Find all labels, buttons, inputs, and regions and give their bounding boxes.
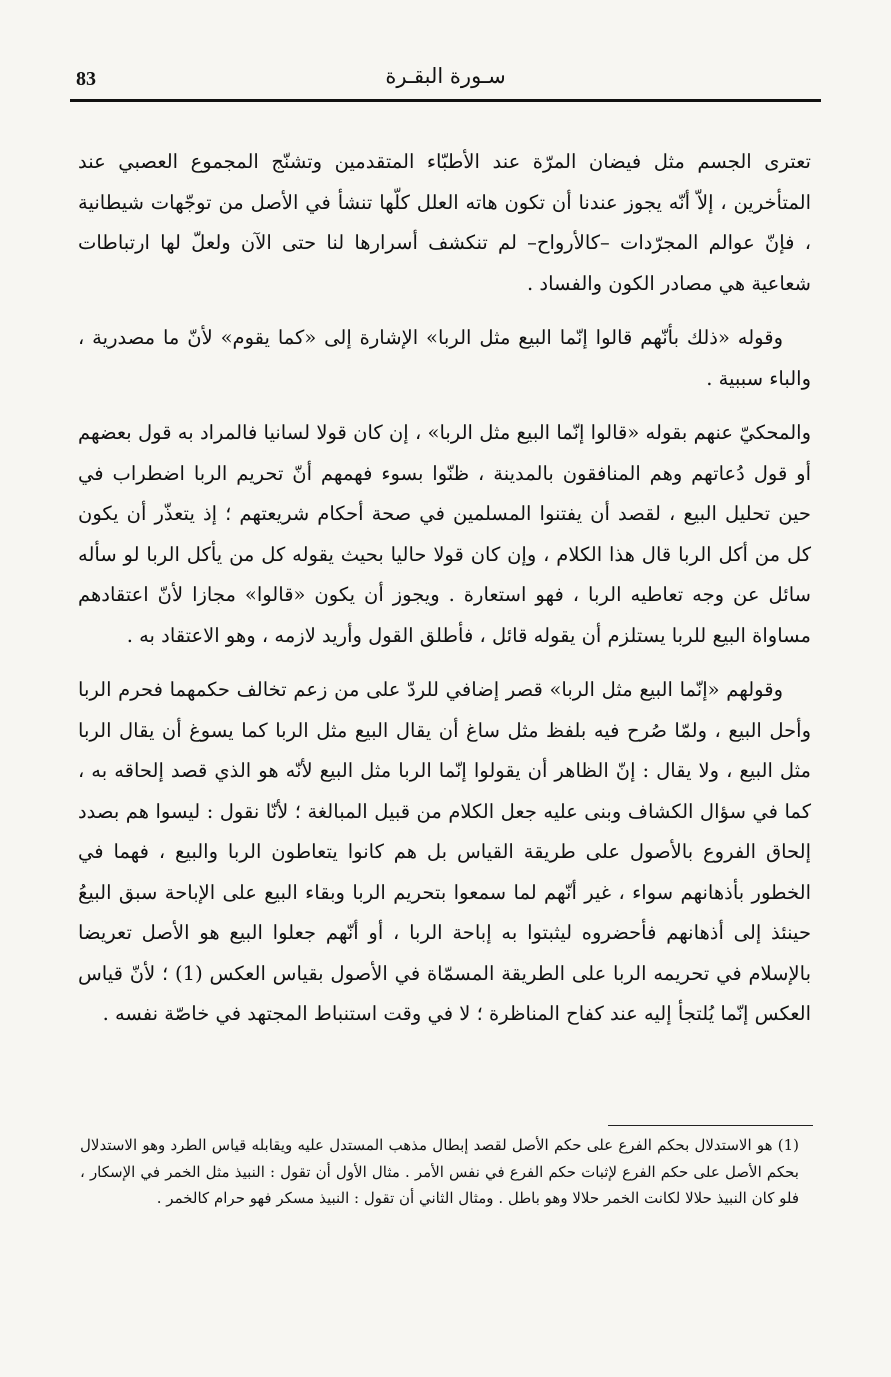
page-number: 83 (76, 68, 96, 90)
paragraph: والمحكيّ عنهم بقوله «قالوا إنّما البيع مثل الربا» ، إن كان قولا لسانيا فالمراد به قول بعضهم أو قول دُعاتهم وهم المنافقون بالمدينة ، ظنّوا بسوء فهمهم أنّ تحريم الربا اضطراب في حين تحليل البيع ، لقصد أن يفتنوا المسلمين في صحة أحكام شريعتهم ؛ إذ يتعذّر أن يكون كل من أكل الربا قال هذا الكلام ، وإن كان قولا حاليا بحيث يقوله كل من يأكل الربا لو سأله سائل عن وجه تعاطيه الربا ، فهو استعارة . ويجوز أن يكون «قالوا» مجازا لأنّ اعتقادهم مساواة البيع للربا يستلزم أن يقوله قائل ، فأطلق القول وأريد لازمه ، وهو الاعتقاد به . (78, 421, 811, 647)
paragraph: وقولهم «إنّما البيع مثل الربا» قصر إضافي للردّ على من زعم تخالف حكمهما فحرم الربا وأحل البيع ، ولمّا صُرح فيه بلفظ مثل ساغ أن يقال البيع مثل الربا كما يسوغ أن يقال الربا مثل البيع ، ولا يقال : إنّ الظاهر أن يقولوا إنّما الربا مثل البيع لأنّه هو الذي قصد إلحاقه به ، كما في سؤال الكشاف وبنى عليه جعل الكلام من قبيل المبالغة ؛ لأنّا نقول : ليسوا هم بصدد إلحاق الفروع بالأصول على طريقة القياس بل هم كانوا يتعاطون الربا والبيع ، فهما في الخطور بأذهانهم سواء ، غير أنّهم لما سمعوا بتحريم الربا وبقاء البيع على الإباحة سبق البيعُ حينئذ إلى أذهانهم فأحضروه ليثبتوا به إباحة الربا ، أو أنّهم جعلوا البيع هو الأصل تعريضا بالإسلام في تحريمه الربا على الطريقة المسمّاة في الأصول بقياس العكس (1) ؛ لأنّ قياس العكس إنّما يُلتجأ إليه عند كفاح المناظرة ؛ لا في وقت استنباط المجتهد في خاصّة نفسه . (78, 678, 812, 1025)
main-text (78, 142, 811, 1049)
running-title: سـورة البقـرة (385, 64, 506, 88)
page-header (70, 62, 821, 102)
header-rule (70, 99, 821, 102)
footnotes (80, 1132, 799, 1212)
footnote: (1) هو الاستدلال بحكم الفرع على حكم الأصل لقصد إبطال مذهب المستدل عليه ويقابله قياس الطرد وهو الاستدلال بحكم الأصل على حكم الفرع لإثبات حكم الفرع في نفس الأمر . مثال الأول أن تقول : النبيذ مثل الخمر في الإسكار ، فلو كان النبيذ حلالا لكانت الخمر حلالا وهو باطل . ومثال الثاني أن تقول : النبيذ مسكر فهو حرام كالخمر . (80, 1136, 799, 1207)
paragraph: وقوله «ذلك بأنّهم قالوا إنّما البيع مثل الربا» الإشارة إلى «كما يقوم» لأنّ ما مصدرية ، والباء سببية . (78, 326, 811, 390)
paragraph: تعترى الجسم مثل فيضان المرّة عند الأطبّاء المتقدمين وتشنّج المجموع العصبي عند المتأخرين ، إلاّ أنّه يجوز عندنا أن تكون هاته العلل كلّها تنشأ في الأصل من توجّهات شيطانية ، فإنّ عوالم المجرّدات –كالأرواح– لم تنكشف أسرارها لنا حتى الآن ولعلّ لها ارتباطات شعاعية هي مصادر الكون والفساد . (78, 150, 811, 295)
footnote-rule (608, 1125, 813, 1126)
